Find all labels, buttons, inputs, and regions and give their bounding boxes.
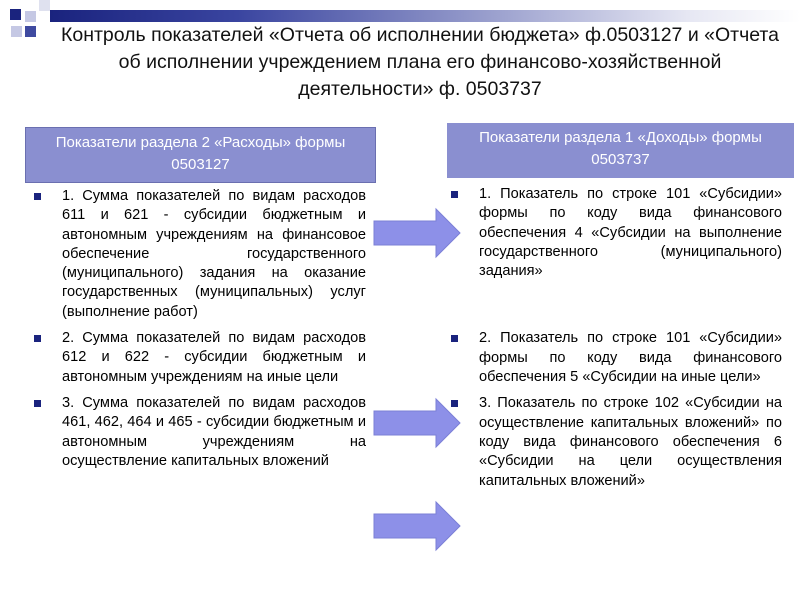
left-item-1-text: 1. Сумма показателей по видам расходов 611 и 621 - субсидии бюджетным и автономным учреждениям на финансовое обеспечение государственного (муниципального) задания на оказание государственных (муниципальных) услуг (выполнение работ) [62,188,366,320]
list-item [32,329,366,387]
list-item [449,329,782,387]
arrow-right-icon [372,500,462,552]
corner-squares-decor [0,0,60,50]
top-gradient-bar [50,10,800,22]
page-title: Контроль показателей «Отчета об исполнении бюджета» ф.0503127 и «Отчета об исполнении учреждением плана его финансово-хозяйственной деятельности» ф. 0503737 [61,24,779,100]
right-item-1-text: 1. Показатель по строке 101 «Субсидии» формы по коду вида финансового обеспечения 4 «Субсидии на выполнение государственного (муниципального) задания» [479,186,782,280]
left-item-2-text: 2. Сумма показателей по видам расходов 612 и 622 - субсидии бюджетным и автономным учреждениям на иные цели [62,330,366,385]
right-indicator-list [449,185,782,491]
bullet-square-icon [34,335,41,342]
arrow-right-icon [372,397,462,449]
bullet-square-icon [451,335,458,342]
right-item-2-text: 2. Показатель по строке 101 «Субсидии» формы по коду вида финансового обеспечения 5 «Субсидии на иные цели» [479,330,782,386]
list-item [32,394,366,471]
list-item [449,185,782,281]
right-item-3-text: 3. Показатель по строке 102 «Субсидии на осуществление капитальных вложений» по коду вида финансового обеспечения 6 «Субсидии на цели осуществления капитальных вложений» [479,395,782,489]
right-section-header: Показатели раздела 1 «Доходы» формы 0503737 [447,123,794,178]
list-item [32,187,366,322]
list-item [449,394,782,490]
left-indicator-list [32,187,366,471]
bullet-square-icon [34,400,41,407]
bullet-square-icon [451,191,458,198]
arrow-right-icon [372,207,462,259]
bullet-square-icon [34,193,41,200]
left-section-header: Показатели раздела 2 «Расходы» формы 0503127 [25,127,376,183]
left-item-3-text: 3. Сумма показателей по видам расходов 461, 462, 464 и 465 - субсидии бюджетным и автономным учреждениям на осуществление капитальных вложений [62,394,366,469]
